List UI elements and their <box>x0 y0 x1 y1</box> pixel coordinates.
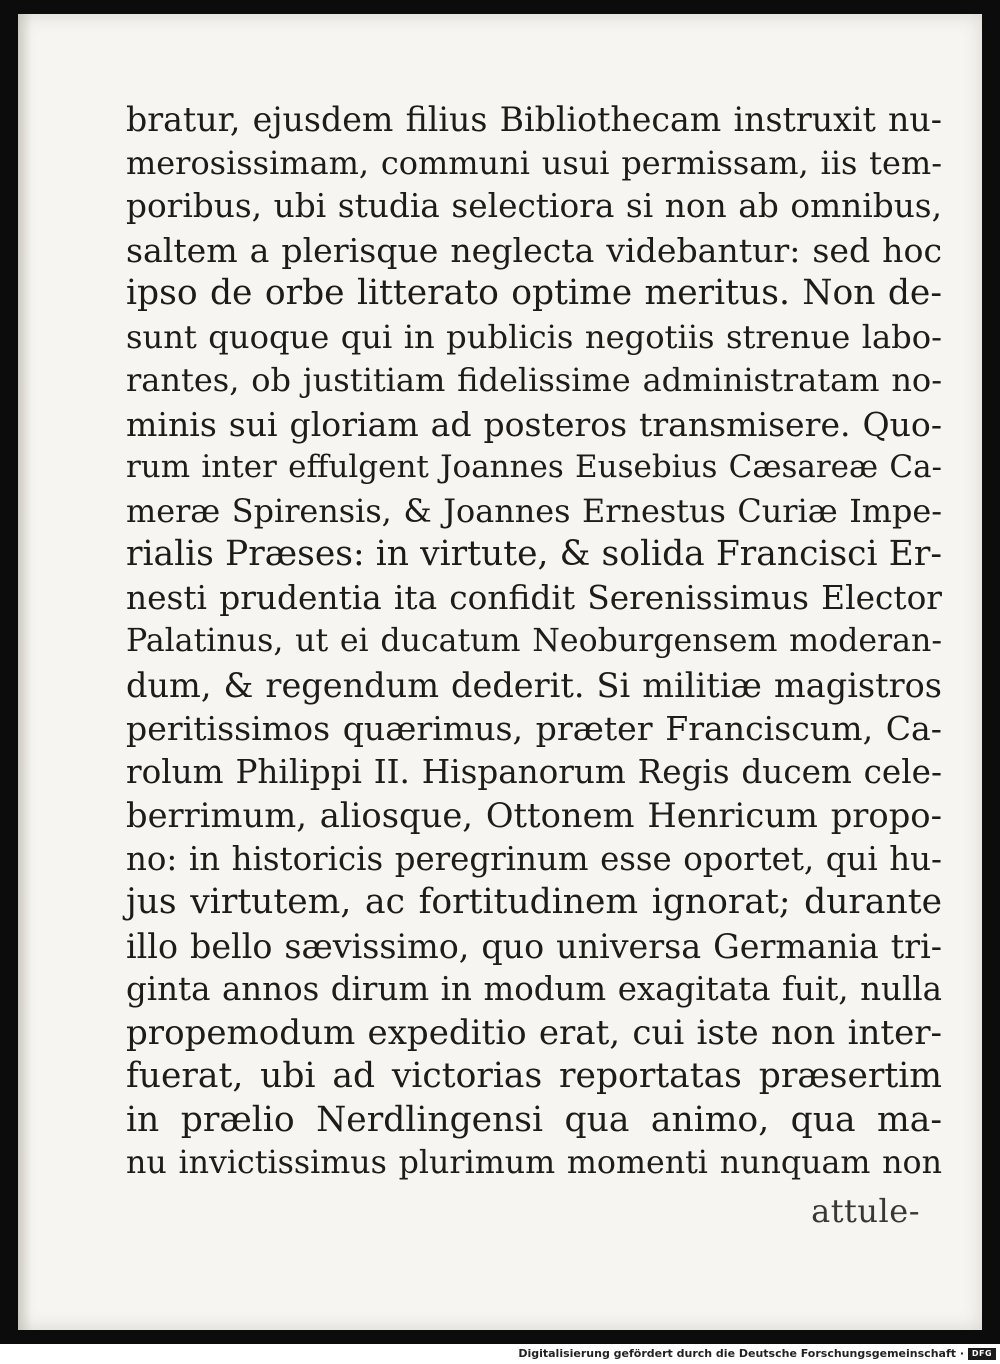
funding-credit: Digitalisierung gefördert durch die Deutsche Forschungsgemeinschaft · <box>518 1347 964 1360</box>
text-line: rolum Philippi II. Hispanorum Regis ducem cele- <box>126 752 942 791</box>
text-line: in prælio Nerdlingensi qua animo, qua ma- <box>126 1099 942 1140</box>
dfg-logo: DFG <box>968 1348 996 1360</box>
text-line: peritissimos quærimus, præter Franciscum, Ca- <box>126 709 942 748</box>
text-line: rum inter effulgent Joannes Eusebius Cæsareæ Ca- <box>126 449 942 485</box>
text-line: rialis Præses: in virtute, & solida Francisci Er- <box>126 534 942 574</box>
text-line: illo bello sævissimo, quo universa Germania tri- <box>126 926 942 966</box>
text-line: sunt quoque qui in publicis negotiis strenue labo- <box>126 317 942 356</box>
text-line: Palatinus, ut ei ducatum Neoburgensem moderan- <box>126 623 942 659</box>
text-line: fuerat, ubi ad victorias reportatas præsertim <box>126 1056 942 1096</box>
text-line: merosissimam, communi usui permissam, iis tem- <box>126 143 942 182</box>
text-line: jus virtutem, ac fortitudinem ignorat; durante <box>126 882 942 922</box>
text-line: propemodum expeditio erat, cui iste non inter- <box>126 1012 942 1053</box>
footer-bar <box>0 1344 1000 1364</box>
text-line: ginta annos dirum in modum exagitata fuit, nulla <box>126 970 942 1008</box>
page-gutter-shadow <box>18 14 32 1330</box>
text-line: berrimum, aliosque, Ottonem Henricum propo- <box>126 796 942 835</box>
text-line: dum, & regendum dederit. Si militiæ magistros <box>126 665 942 705</box>
text-line: ipso de orbe litterato optime meritus. Non de- <box>126 273 942 313</box>
text-line: poribus, ubi studia selectiora si non ab omnibus, <box>126 187 942 225</box>
body-text <box>126 98 942 1186</box>
text-line: bratur, ejusdem filius Bibliothecam instruxit nu- <box>126 100 942 139</box>
text-line: rantes, ob justitiam fidelissime administratam no- <box>126 361 942 399</box>
text-line: meræ Spirensis, & Joannes Ernestus Curiæ Impe- <box>126 491 942 530</box>
catchword: attule- <box>811 1192 920 1230</box>
text-line: saltem a plerisque neglecta videbantur: sed hoc <box>126 230 942 270</box>
text-line: nesti prudentia ita confidit Serenissimus Elector <box>126 578 942 617</box>
text-line: no: in historicis peregrinum esse oportet, qui hu- <box>126 839 942 878</box>
text-line: nu invictissimus plurimum momenti nunquam non <box>126 1145 942 1181</box>
text-line: minis sui gloriam ad posteros transmisere. Quo- <box>126 404 942 444</box>
